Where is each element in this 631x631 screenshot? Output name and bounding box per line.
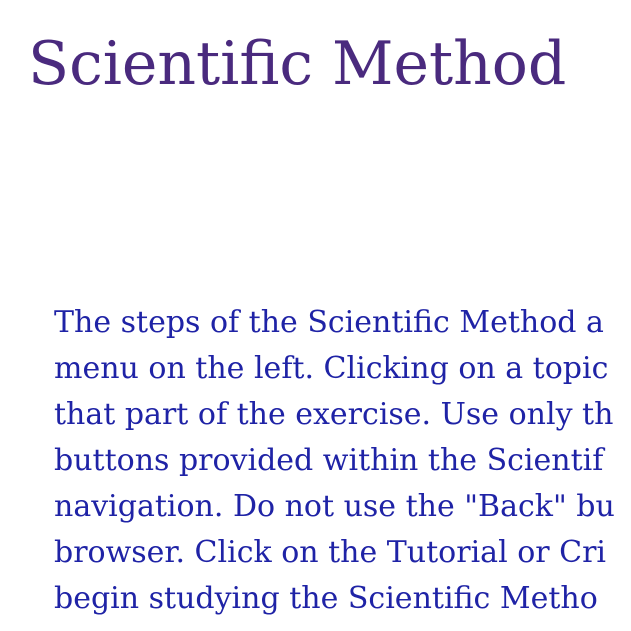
intro-line: browser. Click on the Tutorial or Cri (54, 535, 607, 570)
intro-line: The steps of the Scientific Method a (54, 305, 604, 340)
intro-line: buttons provided within the Scientif (54, 443, 604, 478)
intro-line: begin studying the Scientific Metho (54, 581, 598, 616)
intro-line: that part of the exercise. Use only th (54, 397, 614, 432)
intro-line: navigation. Do not use the "Back" bu (54, 489, 615, 524)
page-title: Scientific Method (28, 29, 567, 99)
intro-line: menu on the left. Clicking on a topic (54, 351, 609, 386)
intro-paragraph (54, 300, 631, 631)
